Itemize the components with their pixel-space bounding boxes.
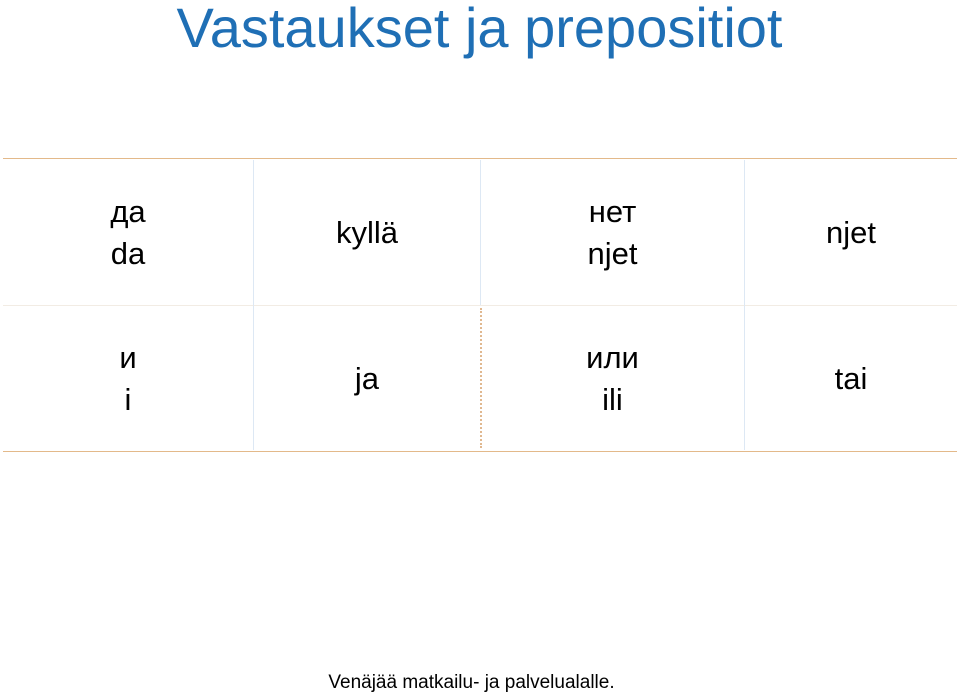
table-cell bbox=[3, 306, 253, 451]
table-cell bbox=[745, 160, 957, 305]
transliteration: njet bbox=[587, 235, 638, 271]
transliteration: i bbox=[124, 381, 132, 417]
finnish-word: kyllä bbox=[335, 214, 398, 250]
finnish-word: ja bbox=[354, 360, 380, 396]
russian-word: или bbox=[586, 339, 639, 375]
russian-word: и bbox=[119, 339, 137, 375]
russian-word: да bbox=[110, 193, 146, 229]
table-cell bbox=[254, 160, 480, 305]
page-footer: Venäjää matkailu- ja palvelualalle. bbox=[328, 672, 615, 693]
finnish-word: tai bbox=[834, 360, 868, 396]
vocabulary-table bbox=[3, 158, 957, 452]
finnish-word: njet bbox=[826, 214, 876, 250]
table-cell bbox=[745, 306, 957, 451]
russian-word: нет bbox=[588, 193, 637, 229]
table-top-rule bbox=[3, 158, 957, 159]
transliteration: ili bbox=[602, 381, 623, 417]
table-cell bbox=[254, 306, 480, 451]
table-bottom-rule bbox=[3, 451, 957, 452]
transliteration: da bbox=[110, 235, 146, 271]
table-cell bbox=[3, 160, 253, 305]
page-title: Vastaukset ja prepositiot bbox=[176, 0, 783, 59]
table-cell bbox=[481, 306, 744, 451]
table-cell bbox=[481, 160, 744, 305]
